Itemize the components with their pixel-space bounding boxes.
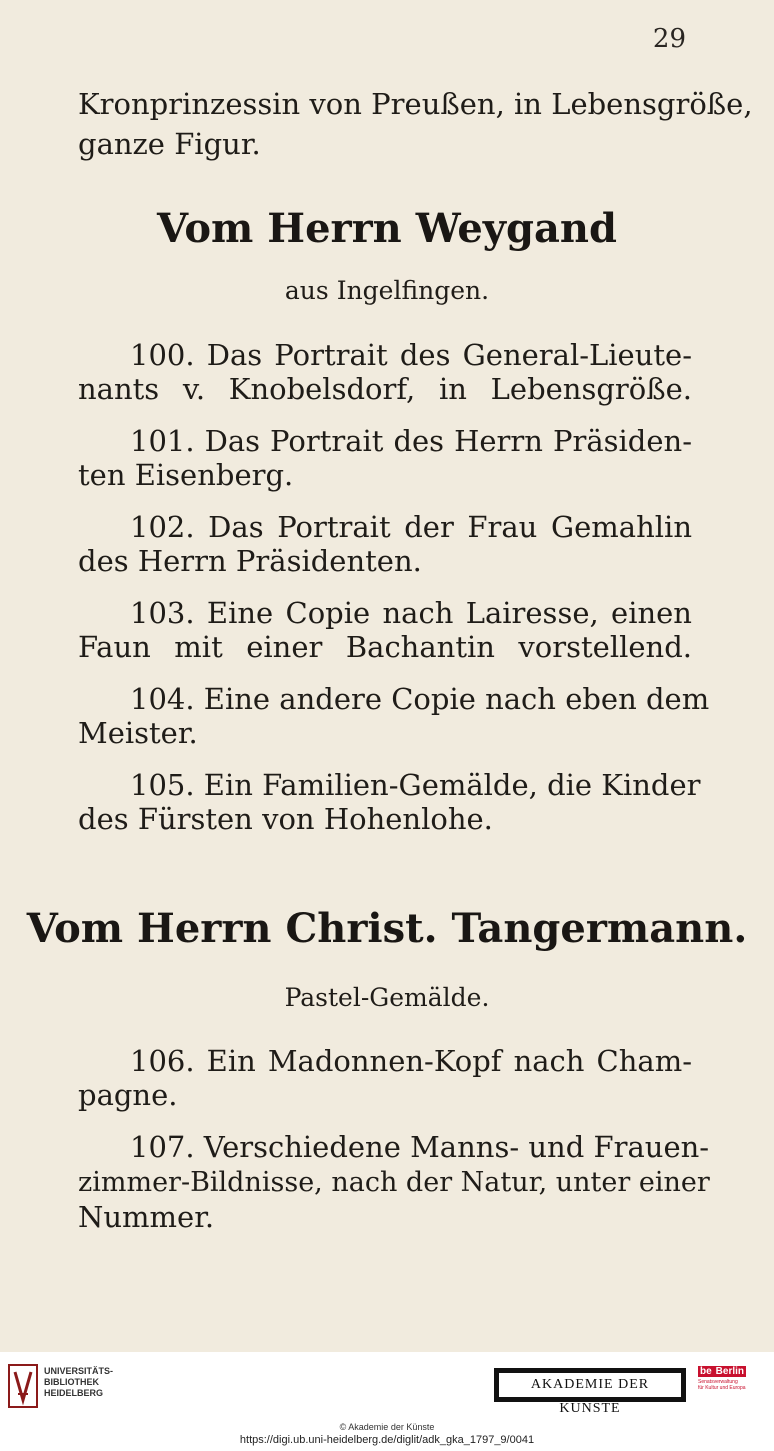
akademie-der-kuenste-logo[interactable]: [494, 1368, 686, 1416]
berlin-wordmark: be Berlin: [700, 1366, 745, 1377]
entry-line: pagne.: [78, 1078, 178, 1112]
entry-line: nants v. Knobelsdorf, in Lebensgröße.: [78, 372, 692, 406]
entry-line: zimmer-Bildnisse, nach der Natur, unter einer: [78, 1167, 710, 1198]
section-heading: Vom Herrn Christ. Tangermann.: [26, 905, 748, 952]
permalink-url[interactable]: https://digi.ub.uni-heidelberg.de/diglit/adk_gka_1797_9/0041: [239, 1434, 535, 1446]
ub-logo-icon: [8, 1364, 38, 1408]
page-number: 29: [652, 24, 686, 54]
entry-line: des Fürsten von Hohenlohe.: [78, 802, 493, 836]
berlin-subtext: Senatsverwaltung für Kultur und Europa: [698, 1379, 746, 1391]
entry-line: 104. Eine andere Copie nach eben dem: [130, 682, 710, 716]
text-line: ganze Figur.: [78, 127, 261, 161]
entry-line: des Herrn Präsidenten.: [78, 544, 422, 578]
section-heading: Vom Herrn Weygand: [157, 205, 617, 252]
entry-line: Nummer.: [78, 1200, 215, 1234]
entry-line: 100. Das Portrait des General-Lieute-: [130, 338, 692, 372]
footer: [0, 1352, 774, 1451]
copyright-notice: © Akademie der Künste: [339, 1422, 435, 1432]
entry-line: 102. Das Portrait der Frau Gemahlin: [130, 510, 692, 544]
entry-line: 107. Verschiedene Manns- und Frauen-: [130, 1130, 710, 1164]
entry-line: Meister.: [78, 716, 198, 750]
entry-line: Faun mit einer Bachantin vorstellend.: [78, 630, 692, 664]
entry-line: 103. Eine Copie nach Lairesse, einen: [130, 596, 692, 630]
section-subtitle: aus Ingelfingen.: [284, 276, 490, 305]
ub-logo-text: UNIVERSITÄTS- BIBLIOTHEK HEIDELBERG: [44, 1366, 114, 1398]
entry-line: 105. Ein Familien-Gemälde, die Kinder: [130, 768, 701, 802]
entry-line: 101. Das Portrait des Herrn Präsiden-: [130, 424, 692, 458]
section-subtitle: Pastel-Gemälde.: [284, 983, 490, 1012]
berlin-logo[interactable]: [698, 1362, 764, 1410]
university-library-logo[interactable]: [8, 1362, 114, 1412]
adk-label: AKADEMIE DER KÜNSTE: [499, 1373, 681, 1397]
text-line: Kronprinzessin von Preußen, in Lebensgröße,: [78, 87, 753, 121]
entry-line: ten Eisenberg.: [78, 458, 294, 492]
entry-line: 106. Ein Madonnen-Kopf nach Cham-: [130, 1044, 692, 1078]
